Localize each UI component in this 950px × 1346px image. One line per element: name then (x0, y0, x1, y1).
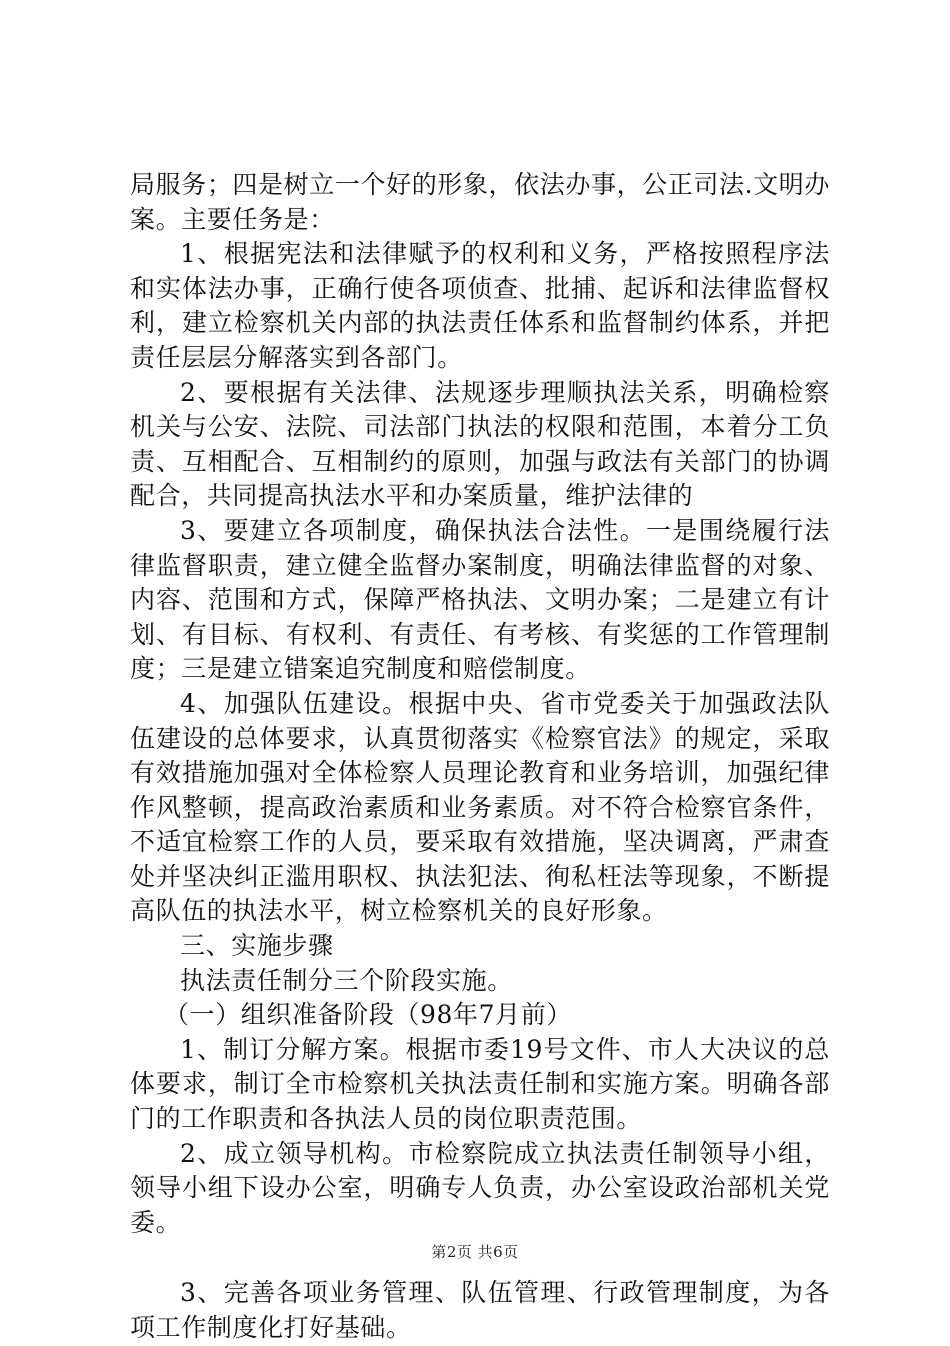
paragraph-task-4: 4、加强队伍建设。根据中央、省市党委关于加强政法队伍建设的总体要求，认真贯彻落实《检察官法》的规定，采取有效措施加强对全体检察人员理论教育和业务培训，加强纪律作风整顿，提高政治素质和业务素质。对不符合检察官条件，不适宜检察工作的人员，要采取有效措施，坚决调离，严肃查处并坚决纠正滥用职权、执法犯法、徇私枉法等现象，不断提高队伍的执法水平，树立检察机关的良好形象。 (130, 688, 830, 926)
paragraph-step-1: 1、制订分解方案。根据市委19号文件、市人大决议的总体要求，制订全市检察机关执法责任制和实施方案。明确各部门的工作职责和各执法人员的岗位职责范围。 (130, 1034, 830, 1134)
paragraph-step-2: 2、成立领导机构。市检察院成立执法责任制领导小组，领导小组下设办公室，明确专人负责，办公室设政治部机关党委。 (130, 1138, 830, 1237)
paragraph-step-3: 3、完善各项业务管理、队伍管理、行政管理制度，为各项工作制度化打好基础。 (130, 1278, 830, 1342)
subsection-heading-preparation: （一）组织准备阶段（98年7月前） (164, 1000, 572, 1030)
paragraph-continuation: 局服务；四是树立一个好的形象，依法办事，公正司法.文明办案。主要任务是： (130, 170, 830, 234)
page-number-footer: 第2页 共6页 (431, 1243, 519, 1261)
section-heading-steps: 三、实施步骤 (180, 931, 334, 961)
paragraph-task-2: 2、要根据有关法律、法规逐步理顺执法关系，明确检察机关与公安、法院、司法部门执法的权限和范围，本着分工负责、互相配合、互相制约的原则，加强与政法有关部门的协调配合，共同提高执法水平和办案质量，维护法律的 (130, 377, 830, 511)
document-body (130, 168, 830, 1346)
paragraph-task-1: 1、根据宪法和法律赋予的权利和义务，严格按照程序法和实体法办事，正确行使各项侦查、批捕、起诉和法律监督权利，建立检察机关内部的执法责任体系和监督制约体系，并把责任层层分解落实到各部门。 (130, 239, 830, 372)
paragraph-steps-intro: 执法责任制分三个阶段实施。 (180, 965, 513, 995)
paragraph-task-3: 3、要建立各项制度，确保执法合法性。一是围绕履行法律监督职责，建立健全监督办案制度，明确法律监督的对象、内容、范围和方式，保障严格执法、文明办案；二是建立有计划、有目标、有权利、有责任、有考核、有奖惩的工作管理制度；三是建立错案追究制度和赔偿制度。 (130, 515, 830, 684)
